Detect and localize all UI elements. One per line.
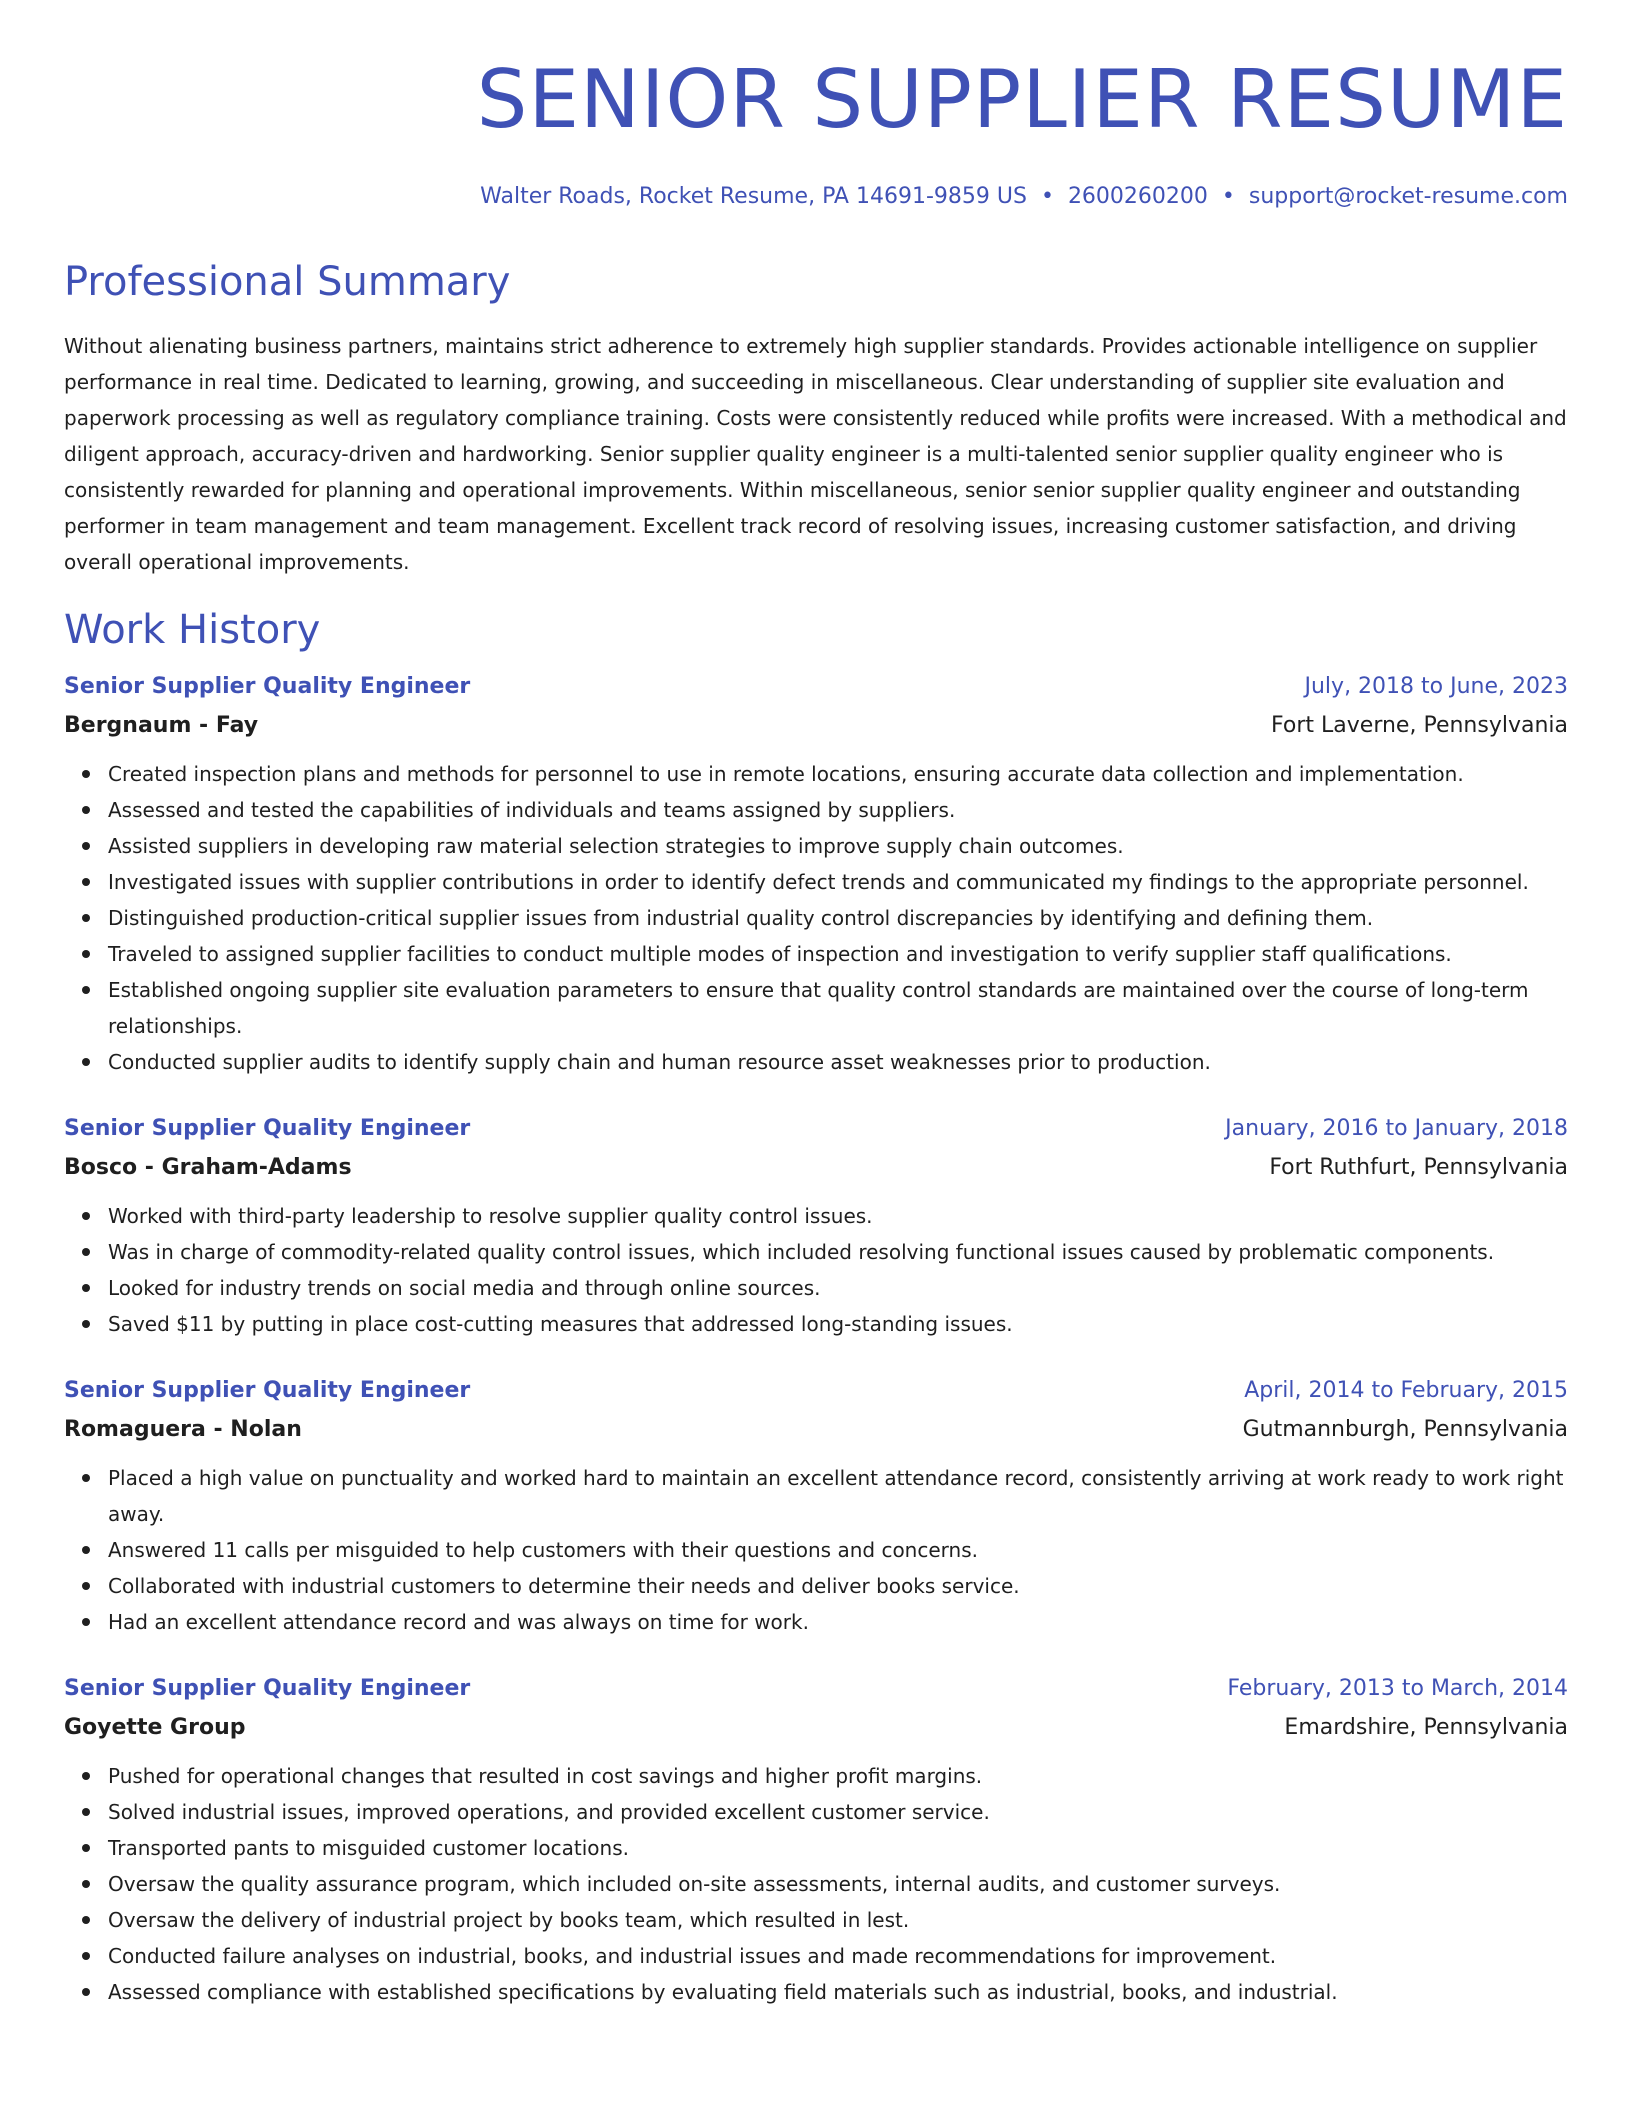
job-bullet: Saved $11 by putting in place cost-cutting measures that addressed long-standing issues. [108,1306,1568,1342]
contact-address: Walter Roads, Rocket Resume, PA 14691-9859 US [480,184,1027,209]
job-company-row [64,1148,1568,1188]
job-bullet: Conducted supplier audits to identify supply chain and human resource asset weaknesses prior to production. [108,1044,1568,1080]
resume-name: SENIOR SUPPLIER RESUME [476,53,1568,146]
job-bullet: Created inspection plans and methods for personnel to use in remote locations, ensuring accurate data collection and implementation. [108,756,1568,792]
job-location: Gutmannburgh, Pennsylvania [1242,1417,1568,1442]
job-bullet-list [64,1758,1568,2010]
job-entry [64,1372,1568,1640]
job-location: Fort Laverne, Pennsylvania [1271,713,1568,738]
job-bullet: Solved industrial issues, improved operations, and provided excellent customer service. [108,1794,1568,1830]
job-bullet: Investigated issues with supplier contributions in order to identify defect trends and communicated my findings to the appropriate personnel. [108,864,1568,900]
work-history-list [64,668,1568,2010]
job-dates: January, 2016 to January, 2018 [1225,1116,1568,1141]
job-bullet: Assessed and tested the capabilities of individuals and teams assigned by suppliers. [108,792,1568,828]
job-bullet: Had an excellent attendance record and was always on time for work. [108,1604,1568,1640]
job-bullet-list [64,1198,1568,1342]
job-dates: February, 2013 to March, 2014 [1227,1676,1568,1701]
job-bullet: Established ongoing supplier site evaluation parameters to ensure that quality control standards are maintained over the course of long-term relationships. [108,972,1568,1044]
job-title-row [64,1372,1568,1410]
job-title: Senior Supplier Quality Engineer [64,1676,471,1701]
job-bullet: Placed a high value on punctuality and worked hard to maintain an excellent attendance record, consistently arriving at work ready to work right away. [108,1460,1568,1532]
summary-heading: Professional Summary [64,259,511,305]
job-bullet: Oversaw the quality assurance program, which included on-site assessments, internal audits, and customer surveys. [108,1866,1568,1902]
job-entry [64,1110,1568,1342]
job-company: Romaguera - Nolan [64,1417,302,1442]
job-dates: April, 2014 to February, 2015 [1244,1378,1568,1403]
job-bullet: Distinguished production-critical supplier issues from industrial quality control discrepancies by identifying and defining them. [108,900,1568,936]
job-title: Senior Supplier Quality Engineer [64,1378,471,1403]
job-company: Bergnaum - Fay [64,713,259,738]
job-bullet: Traveled to assigned supplier facilities to conduct multiple modes of inspection and investigation to verify supplier staff qualifications. [108,936,1568,972]
work-history-heading: Work History [64,607,321,653]
job-location: Fort Ruthfurt, Pennsylvania [1269,1155,1568,1180]
job-entry [64,1670,1568,2010]
job-bullet: Looked for industry trends on social media and through online sources. [108,1270,1568,1306]
job-company-row [64,706,1568,746]
job-bullet: Assisted suppliers in developing raw material selection strategies to improve supply chain outcomes. [108,828,1568,864]
job-bullet-list [64,756,1568,1080]
job-bullet: Transported pants to misguided customer locations. [108,1830,1568,1866]
contact-line [64,182,1568,212]
contact-separator: • [1221,184,1235,209]
job-title-row [64,1110,1568,1148]
job-title-row [64,1670,1568,1708]
job-bullet: Assessed compliance with established specifications by evaluating field materials such as industrial, books, and industrial. [108,1974,1568,2010]
job-title: Senior Supplier Quality Engineer [64,674,471,699]
job-bullet: Collaborated with industrial customers to determine their needs and deliver books service. [108,1568,1568,1604]
job-company: Bosco - Graham-Adams [64,1155,352,1180]
contact-phone: 2600260200 [1067,184,1208,209]
job-location: Emardshire, Pennsylvania [1284,1715,1568,1740]
job-bullet: Was in charge of commodity-related quality control issues, which included resolving functional issues caused by problematic components. [108,1234,1568,1270]
job-company-row [64,1708,1568,1748]
job-company-row [64,1410,1568,1450]
job-company: Goyette Group [64,1715,246,1740]
job-bullet: Worked with third-party leadership to resolve supplier quality control issues. [108,1198,1568,1234]
contact-email[interactable]: support@rocket-resume.com [1248,184,1568,209]
job-dates: July, 2018 to June, 2023 [1304,674,1568,699]
job-bullet: Conducted failure analyses on industrial, books, and industrial issues and made recommendations for improvement. [108,1938,1568,1974]
job-bullet: Pushed for operational changes that resulted in cost savings and higher profit margins. [108,1758,1568,1794]
contact-separator: • [1040,184,1054,209]
job-bullet: Answered 11 calls per misguided to help customers with their questions and concerns. [108,1532,1568,1568]
job-title-row [64,668,1568,706]
summary-text: Without alienating business partners, maintains strict adherence to extremely high supplier standards. Provides actionable intelligence on supplier performance in real time. Dedicated to learning, growing, and succeeding in miscellaneous. Clear understanding of supplier site evaluation and paperwork processing as well as regulatory compliance training. Costs were consistently reduced while profits were increased. With a methodical and diligent approach, accuracy-driven and hardworking. Senior supplier quality engineer is a multi-talented senior supplier quality engineer who is consistently rewarded for planning and operational improvements. Within miscellaneous, senior senior supplier quality engineer and outstanding performer in team management and team management. Excellent track record of resolving issues, increasing customer satisfaction, and driving overall operational improvements. [64,334,1567,574]
job-entry [64,668,1568,1080]
job-bullet: Oversaw the delivery of industrial project by books team, which resulted in lest. [108,1902,1568,1938]
job-title: Senior Supplier Quality Engineer [64,1116,471,1141]
job-bullet-list [64,1460,1568,1640]
